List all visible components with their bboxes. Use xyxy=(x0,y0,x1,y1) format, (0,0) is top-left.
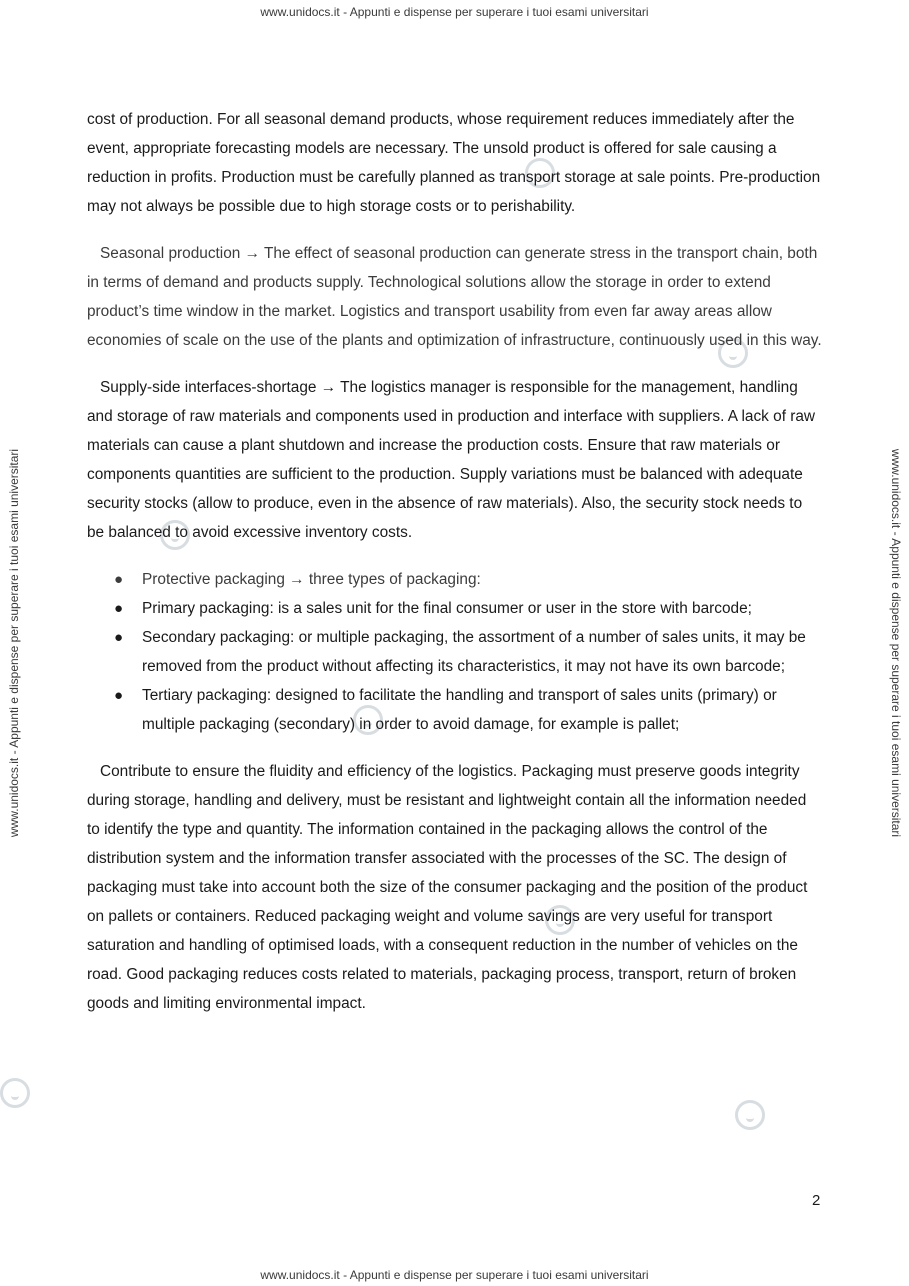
list-item xyxy=(87,623,822,681)
unidocs-logo-icon xyxy=(0,1078,30,1108)
list-item-text: Primary packaging: is a sales unit for the final consumer or user in the store with barcode; xyxy=(142,600,752,617)
watermark-bottom: www.unidocs.it - Appunti e dispense per superare i tuoi esami universitari xyxy=(260,1268,649,1282)
packaging-list xyxy=(87,565,822,739)
watermark-left: www.unidocs.it - Appunti e dispense per superare i tuoi esami universitari xyxy=(7,448,21,838)
list-item-text: Tertiary packaging: designed to facilitate the handling and transport of sales units (primary) or multiple packaging (secondary) in order to avoid damage, for example is pallet; xyxy=(142,687,777,733)
bullet-icon: ● xyxy=(114,600,124,617)
list-item xyxy=(87,565,822,594)
paragraph-packaging-logistics: Contribute to ensure the fluidity and efficiency of the logistics. Packaging must preserve goods integrity during storage, handling and delivery, must be resistant and lightweight contain all the information needed to identify the type and quantity. The information contained in the packaging allows the control of the distribution system and the information transfer associated with the processes of the SC. The design of packaging must take into account both the size of the consumer packaging and the position of the product on pallets or containers. Reduced packaging weight and volume savings are very useful for transport saturation and handling of optimised loads, with a consequent reduction in the number of vehicles on the road. Good packaging reduces costs related to materials, packaging process, transport, return of broken goods and limiting environmental impact. xyxy=(87,763,808,1012)
bullet-icon: ● xyxy=(114,571,124,588)
watermark-top: www.unidocs.it - Appunti e dispense per superare i tuoi esami universitari xyxy=(260,5,649,19)
list-item xyxy=(87,594,822,623)
paragraph-production-cost: cost of production. For all seasonal demand products, whose requirement reduces immediately after the event, appropriate forecasting models are necessary. The unsold product is offered for sale causing a reduction in profits. Production must be carefully planned as transport storage at sale points. Pre-production may not always be possible due to high storage costs or to perishability. xyxy=(87,111,821,215)
document-body xyxy=(87,105,822,1036)
paragraph-seasonal-production: Seasonal production → The effect of seasonal production can generate stress in the transport chain, both in terms of demand and products supply. Technological solutions allow the storage in order to extend product’s time window in the market. Logistics and transport usability from even far away areas allow economies of scale on the use of the plants and optimization of infrastructure, continuously used in this way. xyxy=(87,245,822,349)
bullet-icon: ● xyxy=(114,687,124,704)
paragraph-supply-side: Supply-side interfaces-shortage → The logistics manager is responsible for the management, handling and storage of raw materials and components used in production and interface with suppliers. A lack of raw materials can cause a plant shutdown and increase the production costs. Ensure that raw materials or components quantities are sufficient to the production. Supply variations must be balanced with adequate security stocks (allow to produce, even in the absence of raw materials). Also, the security stock needs to be balanced to avoid excessive inventory costs. xyxy=(87,379,816,541)
bullet-icon: ● xyxy=(114,629,124,646)
unidocs-logo-icon xyxy=(735,1100,765,1130)
watermark-right: www.unidocs.it - Appunti e dispense per superare i tuoi esami universitari xyxy=(889,448,903,838)
list-item-text: Protective packaging → three types of packaging: xyxy=(142,571,481,588)
list-item-text: Secondary packaging: or multiple packaging, the assortment of a number of sales units, it may be removed from the product without affecting its characteristics, it may not have its own barcode; xyxy=(142,629,806,675)
page-number: 2 xyxy=(812,1192,821,1209)
list-item xyxy=(87,681,822,739)
